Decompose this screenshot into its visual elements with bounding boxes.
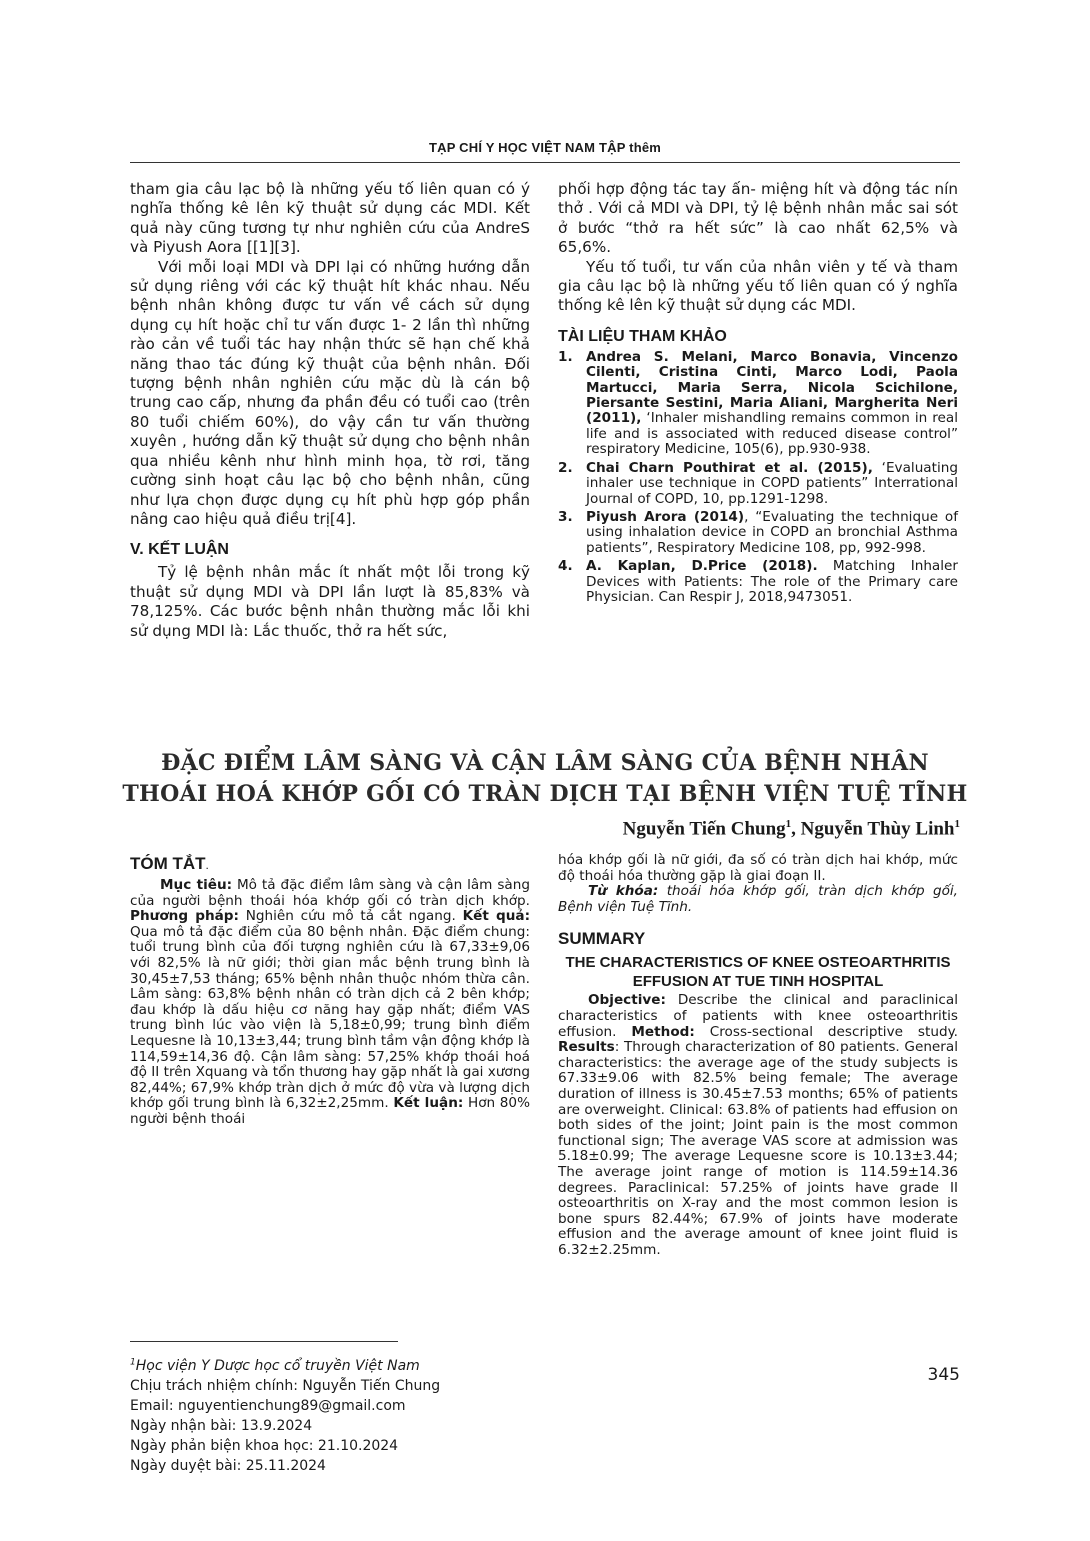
label-objective: Mục tiêu: xyxy=(160,877,233,893)
reference-number: 4. xyxy=(558,558,573,575)
footnotes xyxy=(130,1352,530,1476)
footnote-affiliation: $^1$Học viện Y Dược học cổ truyền Việt Nam xyxy=(130,1357,420,1374)
summary-heading: SUMMARY xyxy=(558,929,646,949)
footnote-divider xyxy=(130,1341,398,1342)
abstract-vi-text: Mục tiêu: Mô tả đặc điểm lâm sàng và cận lâm sàng của người bệnh thoái hóa khớp gối có tràn dịch khớp. Phương pháp: Nghiên cứu mô tả cắt ngang. Kết quả: Qua mô tả đặc điểm của 80 bệnh nhân. Đặc điểm chung: tuổi trung bình của đối tượng nghiên cứu là 67,33±9,06 với 82,5% là nữ giới; thời gian mắc bệnh trung bình là 30,45±7,53 tháng; 65% bệnh nhân thuộc nhóm thừa cân. Lâm sàng: 63,8% bệnh nhân có tràn dịch cả 2 bên khớp; đau khớp là dấu hiệu cơ năng hay gặp nhất; điểm VAS trung bình lúc vào viện là 5,18±0,99; trung bình điểm Lequesne là 10,13±3,44; trung bình tầm vận động khớp là 114,59±14,36 độ. Cận lâm sàng: 57,25% khớp thoái hoá độ II trên Xquang và tổn thương hay gặp nhất là gai xương 82,44%; 67,9% khớp tràn dịch ở mức độ vừa và lượng dịch khớp gối trung bình là 6,32±2,25mm. Kết luận: Hơn 80% người bệnh thoái xyxy=(130,877,531,1127)
reference-item xyxy=(558,510,958,556)
reference-details: ‘Inhaler mishandling remains common in real life and is associated with reduced disease control” respiratory Medicine, 105(6), pp.930-938. xyxy=(586,410,958,458)
journal-header: TẠP CHÍ Y HỌC VIỆT NAM TẬP thêm xyxy=(428,140,662,155)
reference-authors: Piyush Arora (2014) xyxy=(586,508,745,525)
article-title-line: THOÁI HOÁ KHỚP GỐI CÓ TRÀN DỊCH TẠI BỆNH VIỆN TUỆ TĨNH xyxy=(122,781,968,807)
label-method: Phương pháp: xyxy=(130,908,239,925)
author-separator: , xyxy=(791,818,801,840)
reference-details: Matching Inhaler Devices with Patients: The role of the Primary care Physician. Can Respir J, 2018,9473051. xyxy=(586,558,958,605)
label-conclusion: Kết luận: xyxy=(393,1095,464,1112)
footnote-reviewed: Ngày phản biện khoa học: 21.10.2024 xyxy=(130,1437,399,1454)
paragraph: Yếu tố tuổi, tư vấn của nhân viên y tế và tham gia câu lạc bộ là những yếu tố liên quan có ý nghĩa thống kê lên kỹ thuật sử dụng các MDI. xyxy=(558,257,958,315)
header-divider xyxy=(130,162,960,163)
abstract-en-text: Objective: Describe the clinical and paraclinical characteristics of patients with knee osteoarthritis effusion. Method: Cross-sectional descriptive study. Results: Through characterization of 80 patients. General characteristics: the average age of the study subjects is 67.33±9.06 with 82.5% being female; The average duration of illness is 30.45±7.53 months; 65% of patients are overweight. Clinical: 63.8% of patients had effusion on both sides of the joint; Joint pain is the most common functional sign; The average VAS score at admission was 5.18±0.99; The average Lequesne score is 10.13±3.44; The average joint range of motion is 114.59±14.36 degrees. Paraclinical: 57.25% of joints have grade II osteoarthritis on X-ray and the most common lesion is bone spurs 82.44%; 67.9% of joints have moderate effusion and the average amount of knee joint fluid is 6.32±2.25mm. xyxy=(558,992,958,1258)
abstract-vi-continuation: hóa khớp gối là nữ giới, đa số có tràn dịch hai khớp, mức độ thoái hóa thường gặp là giai đoạn II. xyxy=(558,852,958,884)
affiliation-mark: 1 xyxy=(785,818,792,830)
page-number: 345 xyxy=(927,1365,960,1385)
reference-text xyxy=(586,510,958,556)
paragraph: tham gia câu lạc bộ là những yếu tố liên quan có ý nghĩa thống kê lên kỹ thuật sử dụng các MDI. Kết quả này cũng tương tự như nghiên cứu của AndreS và Piyush Aora [[1][3]. xyxy=(130,180,530,257)
paragraph: phối hợp động tác tay ấn- miệng hít và động tác nín thở . Với cả MDI và DPI, tỷ lệ bệnh nhân mắc sai sót ở bước “thở ra hết sức” là cao nhất 62,5% và 65,6%. xyxy=(558,180,958,257)
label-results: Kết quả: xyxy=(462,908,531,925)
paragraph: Tỷ lệ bệnh nhân mắc ít nhất một lỗi trong kỹ thuật sử dụng MDI và DPI lần lượt là 85,83% và 78,125%. Các bước bệnh nhân thường mắc lỗi khi sử dụng MDI là: Lắc thuốc, thở ra hết sức, xyxy=(130,563,530,640)
article-title xyxy=(100,748,990,810)
reference-authors: Chai Charn Pouthirat et al. (2015), xyxy=(586,459,873,476)
footnote-accepted: Ngày duyệt bài: 25.11.2024 xyxy=(130,1457,326,1474)
footnote-responsible: Chịu trách nhiệm chính: Nguyễn Tiến Chung xyxy=(130,1377,441,1394)
reference-details: , “Evaluating the technique of using inhalation device in COPD an bronchial Asthma patients”, Respiratory Medicine 108, pp, 992-998. xyxy=(586,508,958,556)
reference-text xyxy=(586,350,958,458)
abstract-right-column xyxy=(558,853,958,1258)
reference-list xyxy=(558,350,958,606)
reference-number: 2. xyxy=(558,459,573,476)
reference-item xyxy=(558,559,958,605)
summary-title: THE CHARACTERISTICS OF KNEE OSTEOARTHRITIS EFFUSION AT TUE TINH HOSPITAL xyxy=(565,954,951,991)
keywords: Từ khóa: thoái hóa khớp gối, tràn dịch khớp gối, Bệnh viện Tuệ Tĩnh. xyxy=(558,883,959,915)
label-keywords: Từ khóa: xyxy=(588,883,659,900)
reference-item xyxy=(558,461,958,507)
reference-number: 1. xyxy=(558,348,573,365)
label-method-en: Method: xyxy=(631,1023,695,1040)
affiliation-mark: 1 xyxy=(954,818,960,830)
author-line xyxy=(460,818,960,840)
reference-authors: Andrea S. Melani, Marco Bonavia, Vincenzo Cilenti, Cristina Cinti, Marco Lodi, Paola Martucci, Maria Serra, Nicola Scichilone, Piersante Sestini, Maria Aliani, Margherita Neri (2011), xyxy=(586,348,958,427)
author-name: Nguyễn Tiến Chung xyxy=(622,818,786,840)
article-title-line: ĐẶC ĐIỂM LÂM SÀNG VÀ CẬN LÂM SÀNG CỦA BỆNH NHÂN xyxy=(161,750,929,776)
author-name: Nguyễn Thùy Linh xyxy=(800,818,955,840)
reference-number: 3. xyxy=(558,508,573,525)
reference-details: ‘Evaluating inhaler use technique in COPD patients” Interrational Journal of COPD, 10, pp.1291-1298. xyxy=(586,459,958,507)
section-heading-references: TÀI LIỆU THAM KHẢO xyxy=(558,327,727,345)
top-left-column xyxy=(130,180,530,641)
abstract-heading: TÓM TẮT. xyxy=(130,854,209,873)
reference-item xyxy=(558,350,958,458)
top-right-column xyxy=(558,180,958,608)
footnote-received: Ngày nhận bài: 13.9.2024 xyxy=(130,1417,313,1434)
label-results-en: Results xyxy=(558,1039,615,1056)
abstract-vi-column xyxy=(130,854,530,1128)
footnote-email: Email: nguyentienchung89@gmail.com xyxy=(130,1397,406,1414)
reference-text xyxy=(586,559,958,605)
reference-text xyxy=(586,461,958,507)
paragraph: Với mỗi loại MDI và DPI lại có những hướng dẫn sử dụng riêng với các kỹ thuật hít khác nhau. Nếu bệnh nhân không được tư vấn về cách sử dụng dụng cụ hít hoặc chỉ tư vấn được 1- 2 lần thì những rào cản về tuổi tác hay nhận thức sẽ hạn chế khả năng thao tác đúng kỹ thuật của bệnh nhân. Đối tượng bệnh nhân nghiên cứu mặc dù là cán bộ trung cao cấp, nhưng đa phần đều có tuổi cao (trên 80 tuổi chiếm 60%), do vậy cần tư vấn thường xuyên , hướng dẫn kỹ thuật sử dụng cho bệnh nhân qua nhiều kênh như hình minh họa, tờ rơi, tăng cường sinh hoạt câu lạc bộ cho bệnh nhân, cũng như lựa chọn được dụng cụ hít phù hợp góp phần nâng cao hiệu quả điều trị[4]. xyxy=(130,257,530,528)
section-heading-conclusion: V. KẾT LUẬN xyxy=(130,541,229,559)
reference-authors: A. Kaplan, D.Price (2018). xyxy=(586,558,818,575)
label-objective-en: Objective: xyxy=(588,992,666,1009)
